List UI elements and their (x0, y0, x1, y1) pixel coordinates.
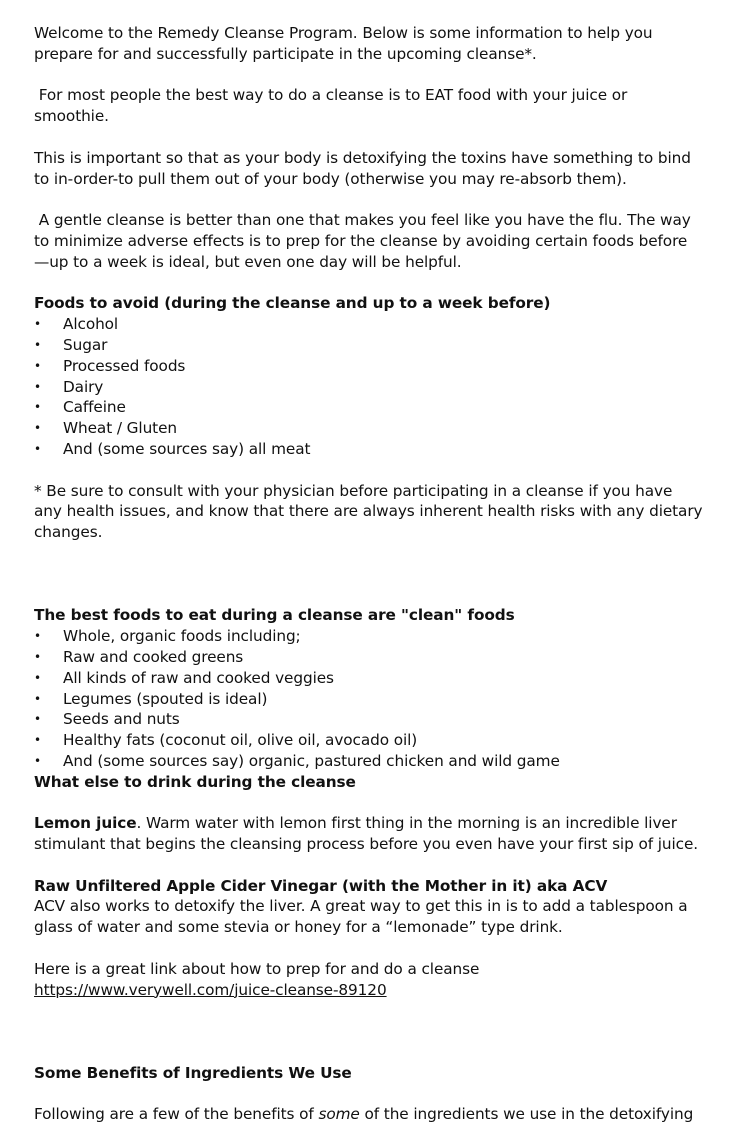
best-foods-heading: The best foods to eat during a cleanse are "clean" foods (34, 606, 515, 625)
lemon-juice-text: . Warm water with lemon first thing in the morning is an incredible liver stimulant that begins the cleansing process before you even have your first sip of juice. (34, 814, 699, 854)
list-item (34, 356, 704, 377)
importance-paragraph: This is important so that as your body is detoxifying the toxins have something to bind to in-order-to pull them out of your body (otherwise you may re-absorb them). (34, 148, 691, 188)
eat-food-paragraph: For most people the best way to do a cleanse is to EAT food with your juice or smoothie. (34, 86, 628, 126)
disclaimer-paragraph: * Be sure to consult with your physician before participating in a cleanse if you have any health issues, and know that there are always inherent health risks with any dietary changes. (34, 481, 703, 542)
bullet-icon: • (34, 733, 41, 748)
bullet-icon: • (34, 317, 41, 332)
list-item-text: All kinds of raw and cooked veggies (63, 668, 334, 687)
bullet-icon: • (34, 629, 41, 644)
list-item-text: Seeds and nuts (63, 710, 180, 729)
list-item (34, 439, 704, 460)
list-item (34, 689, 704, 710)
document-body (34, 23, 704, 1125)
link-intro: Here is a great link about how to prep for and do a cleanse (34, 959, 480, 978)
bullet-icon: • (34, 441, 41, 456)
list-item (34, 335, 704, 356)
avoid-list (34, 314, 704, 460)
list-item-text: And (some sources say) organic, pastured chicken and wild game (63, 751, 560, 770)
bullet-icon: • (34, 691, 41, 706)
list-item-text: Whole, organic foods including; (63, 627, 301, 646)
list-item-text: Legumes (spouted is ideal) (63, 689, 268, 708)
benefits-paragraph (34, 1104, 704, 1125)
list-item (34, 377, 704, 398)
bullet-icon: • (34, 670, 41, 685)
best-foods-list (34, 626, 704, 772)
list-item-text: Caffeine (63, 398, 126, 417)
benefits-text-after: of the ingredients we use in the detoxifying (359, 1105, 694, 1124)
list-item (34, 668, 704, 689)
lemon-juice-label: Lemon juice (34, 814, 137, 833)
lemon-juice-paragraph (34, 813, 704, 855)
list-item-text: Wheat / Gluten (63, 419, 177, 438)
acv-heading: Raw Unfiltered Apple Cider Vinegar (with the Mother in it) aka ACV (34, 876, 608, 895)
list-item-text: Sugar (63, 335, 108, 354)
bullet-icon: • (34, 337, 41, 352)
benefits-text-before: Following are a few of the benefits of (34, 1105, 319, 1124)
list-item (34, 314, 704, 335)
bullet-icon: • (34, 358, 41, 373)
acv-paragraph: ACV also works to detoxify the liver. A great way to get this in is to add a tablespoon a glass of water and some stevia or honey for a “lemonade” type drink. (34, 897, 688, 937)
bullet-icon: • (34, 649, 41, 664)
bullet-icon: • (34, 753, 41, 768)
welcome-paragraph: Welcome to the Remedy Cleanse Program. Below is some information to help you prepare for and successfully participate in the upcoming cleanse*. (34, 24, 653, 63)
list-item-text: Dairy (63, 377, 104, 396)
avoid-heading: Foods to avoid (during the cleanse and up to a week before) (34, 294, 551, 313)
list-item-text: And (some sources say) all meat (63, 439, 311, 458)
list-item (34, 418, 704, 439)
list-item-text: Healthy fats (coconut oil, olive oil, avocado oil) (63, 731, 418, 750)
list-item (34, 730, 704, 751)
list-item-text: Processed foods (63, 356, 186, 375)
bullet-icon: • (34, 400, 41, 415)
list-item-text: Alcohol (63, 315, 119, 334)
list-item (34, 626, 704, 647)
cleanse-guide-link[interactable]: https://www.verywell.com/juice-cleanse-89120 (34, 980, 387, 999)
bullet-icon: • (34, 421, 41, 436)
bullet-icon: • (34, 379, 41, 394)
list-item-text: Raw and cooked greens (63, 647, 244, 666)
list-item (34, 751, 704, 772)
benefits-heading: Some Benefits of Ingredients We Use (34, 1063, 352, 1082)
benefits-text-emphasis: some (318, 1105, 360, 1124)
list-item (34, 647, 704, 668)
gentle-cleanse-paragraph: A gentle cleanse is better than one that makes you feel like you have the flu. The way to minimize adverse effects is to prep for the cleanse by avoiding certain foods before —up to a week is ideal, but even one day will be helpful. (34, 211, 691, 271)
bullet-icon: • (34, 712, 41, 727)
list-item (34, 709, 704, 730)
list-item (34, 397, 704, 418)
drink-heading: What else to drink during the cleanse (34, 772, 356, 791)
